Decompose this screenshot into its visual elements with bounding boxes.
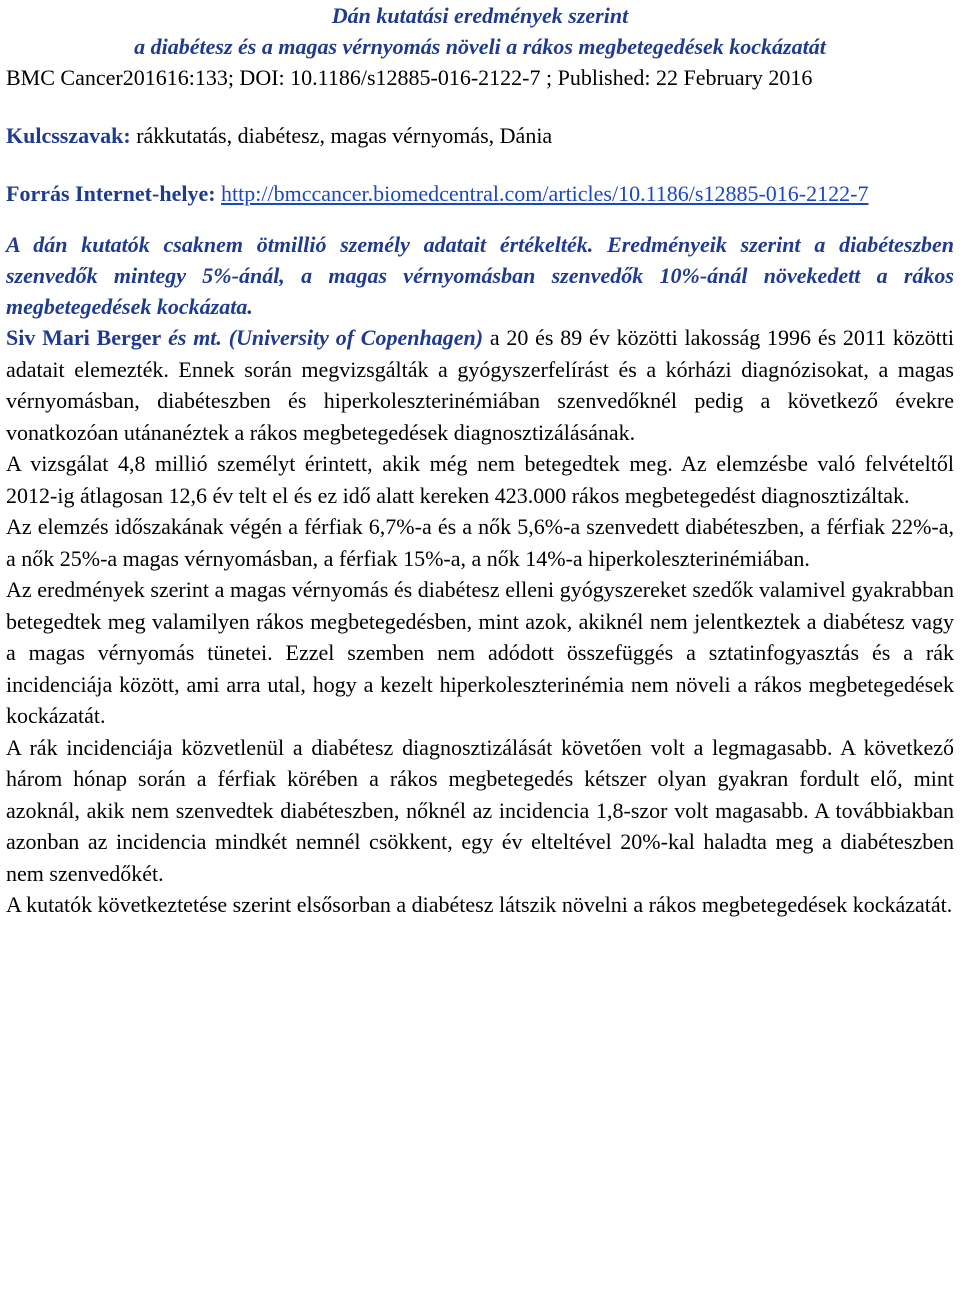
source-link[interactable]: http://bmccancer.biomedcentral.com/articles/10.1186/s12885-016-2122-7	[221, 181, 869, 206]
source-label: Forrás Internet-helye:	[6, 181, 216, 206]
document-page	[6, 0, 954, 921]
keywords-line	[6, 120, 954, 151]
citation-line: BMC Cancer201616:133; DOI: 10.1186/s12885-016-2122-7 ; Published: 22 February 2016	[6, 65, 813, 90]
paragraph-3: Az elemzés időszakának végén a férfiak 6,7%-a és a nők 5,6%-a szenvedett diabéteszben, a férfiak 22%-a, a nők 25%-a magas vérnyomásban, a férfiak 15%-a, a nők 14%-a hiperkoleszterinémiában.	[6, 514, 954, 571]
article-title-line-2: a diabétesz és a magas vérnyomás növeli a rákos megbetegedések kockázatát	[134, 34, 826, 59]
source-line	[6, 178, 954, 209]
paragraph-1	[6, 322, 954, 448]
article-title-line-1: Dán kutatási eredmények szerint	[331, 3, 629, 28]
paragraph-4: Az eredmények szerint a magas vérnyomás és diabétesz elleni gyógyszereket szedők valamivel gyakrabban betegedtek meg valamilyen rákos megbetegedésben, mint azok, akiknél nem jelentkeztek a diabétesz vagy a magas vérnyomás tünetei. Ezzel szemben nem adódott összefüggés a sztatinfogyasztás és a rák incidenciája között, ami arra utal, hogy a kezelt hiperkoleszterinémia nem növeli a rákos megbetegedések kockázatát.	[6, 577, 954, 728]
paragraph-2: A vizsgálat 4,8 millió személyt érintett, akik még nem betegedtek meg. Az elemzésbe való felvételtől 2012-ig átlagosan 12,6 év telt el és ez idő alatt kereken 423.000 rákos megbetegedést diagnosztizáltak.	[6, 451, 954, 508]
paragraph-6: A kutatók következtetése szerint elsősorban a diabétesz látszik növelni a rákos megbetegedések kockázatát.	[6, 892, 953, 917]
author-et-al: és mt.	[161, 325, 222, 350]
lead-sentence-1: A dán kutatók csaknem ötmillió személy adatait értékelték.	[6, 232, 594, 257]
lead-sentence-2: Eredményeik szerint a diabéteszben szenvedők mintegy 5%-ánál, a magas vérnyomásban szenvedők 10%-ánál növekedett a rákos megbetegedések kockázata.	[6, 232, 955, 319]
keywords-label: Kulcsszavak:	[6, 123, 131, 148]
keywords-value: rákkutatás, diabétesz, magas vérnyomás, Dánia	[130, 123, 553, 148]
paragraph-5: A rák incidenciája közvetlenül a diabétesz diagnosztizálását követően volt a legmagasabb. A következő három hónap során a férfiak körében a rákos megbetegedés kétszer olyan gyakran fordult elő, mint azoknál, akik nem szenvedtek diabéteszben, nőknél az incidencia 1,8-szor volt magasabb. A továbbiakban azonban az incidencia mindkét nemnél csökkent, egy év elteltével 20%-kal haladta meg a diabéteszben nem szenvedőkét.	[6, 734, 954, 886]
university-name: (University of Copenhagen)	[221, 325, 484, 350]
paragraph-1-text: a 20 és 89 év közötti lakosság 1996 és 2011 közötti adatait elemezték. Ennek során megvizsgálták a gyógyszerfelírást és a kórházi diagnózisokat, a magas vérnyomásban, diabéteszben és hiperkoleszterinémiában szenvedőknél pedig a következő évekre vonatkozóan utánanéztek a rákos megbetegedések diagnosztizálásának.	[6, 325, 954, 445]
author-name: Siv Mari Berger	[6, 325, 162, 350]
lead-paragraph	[6, 229, 954, 322]
